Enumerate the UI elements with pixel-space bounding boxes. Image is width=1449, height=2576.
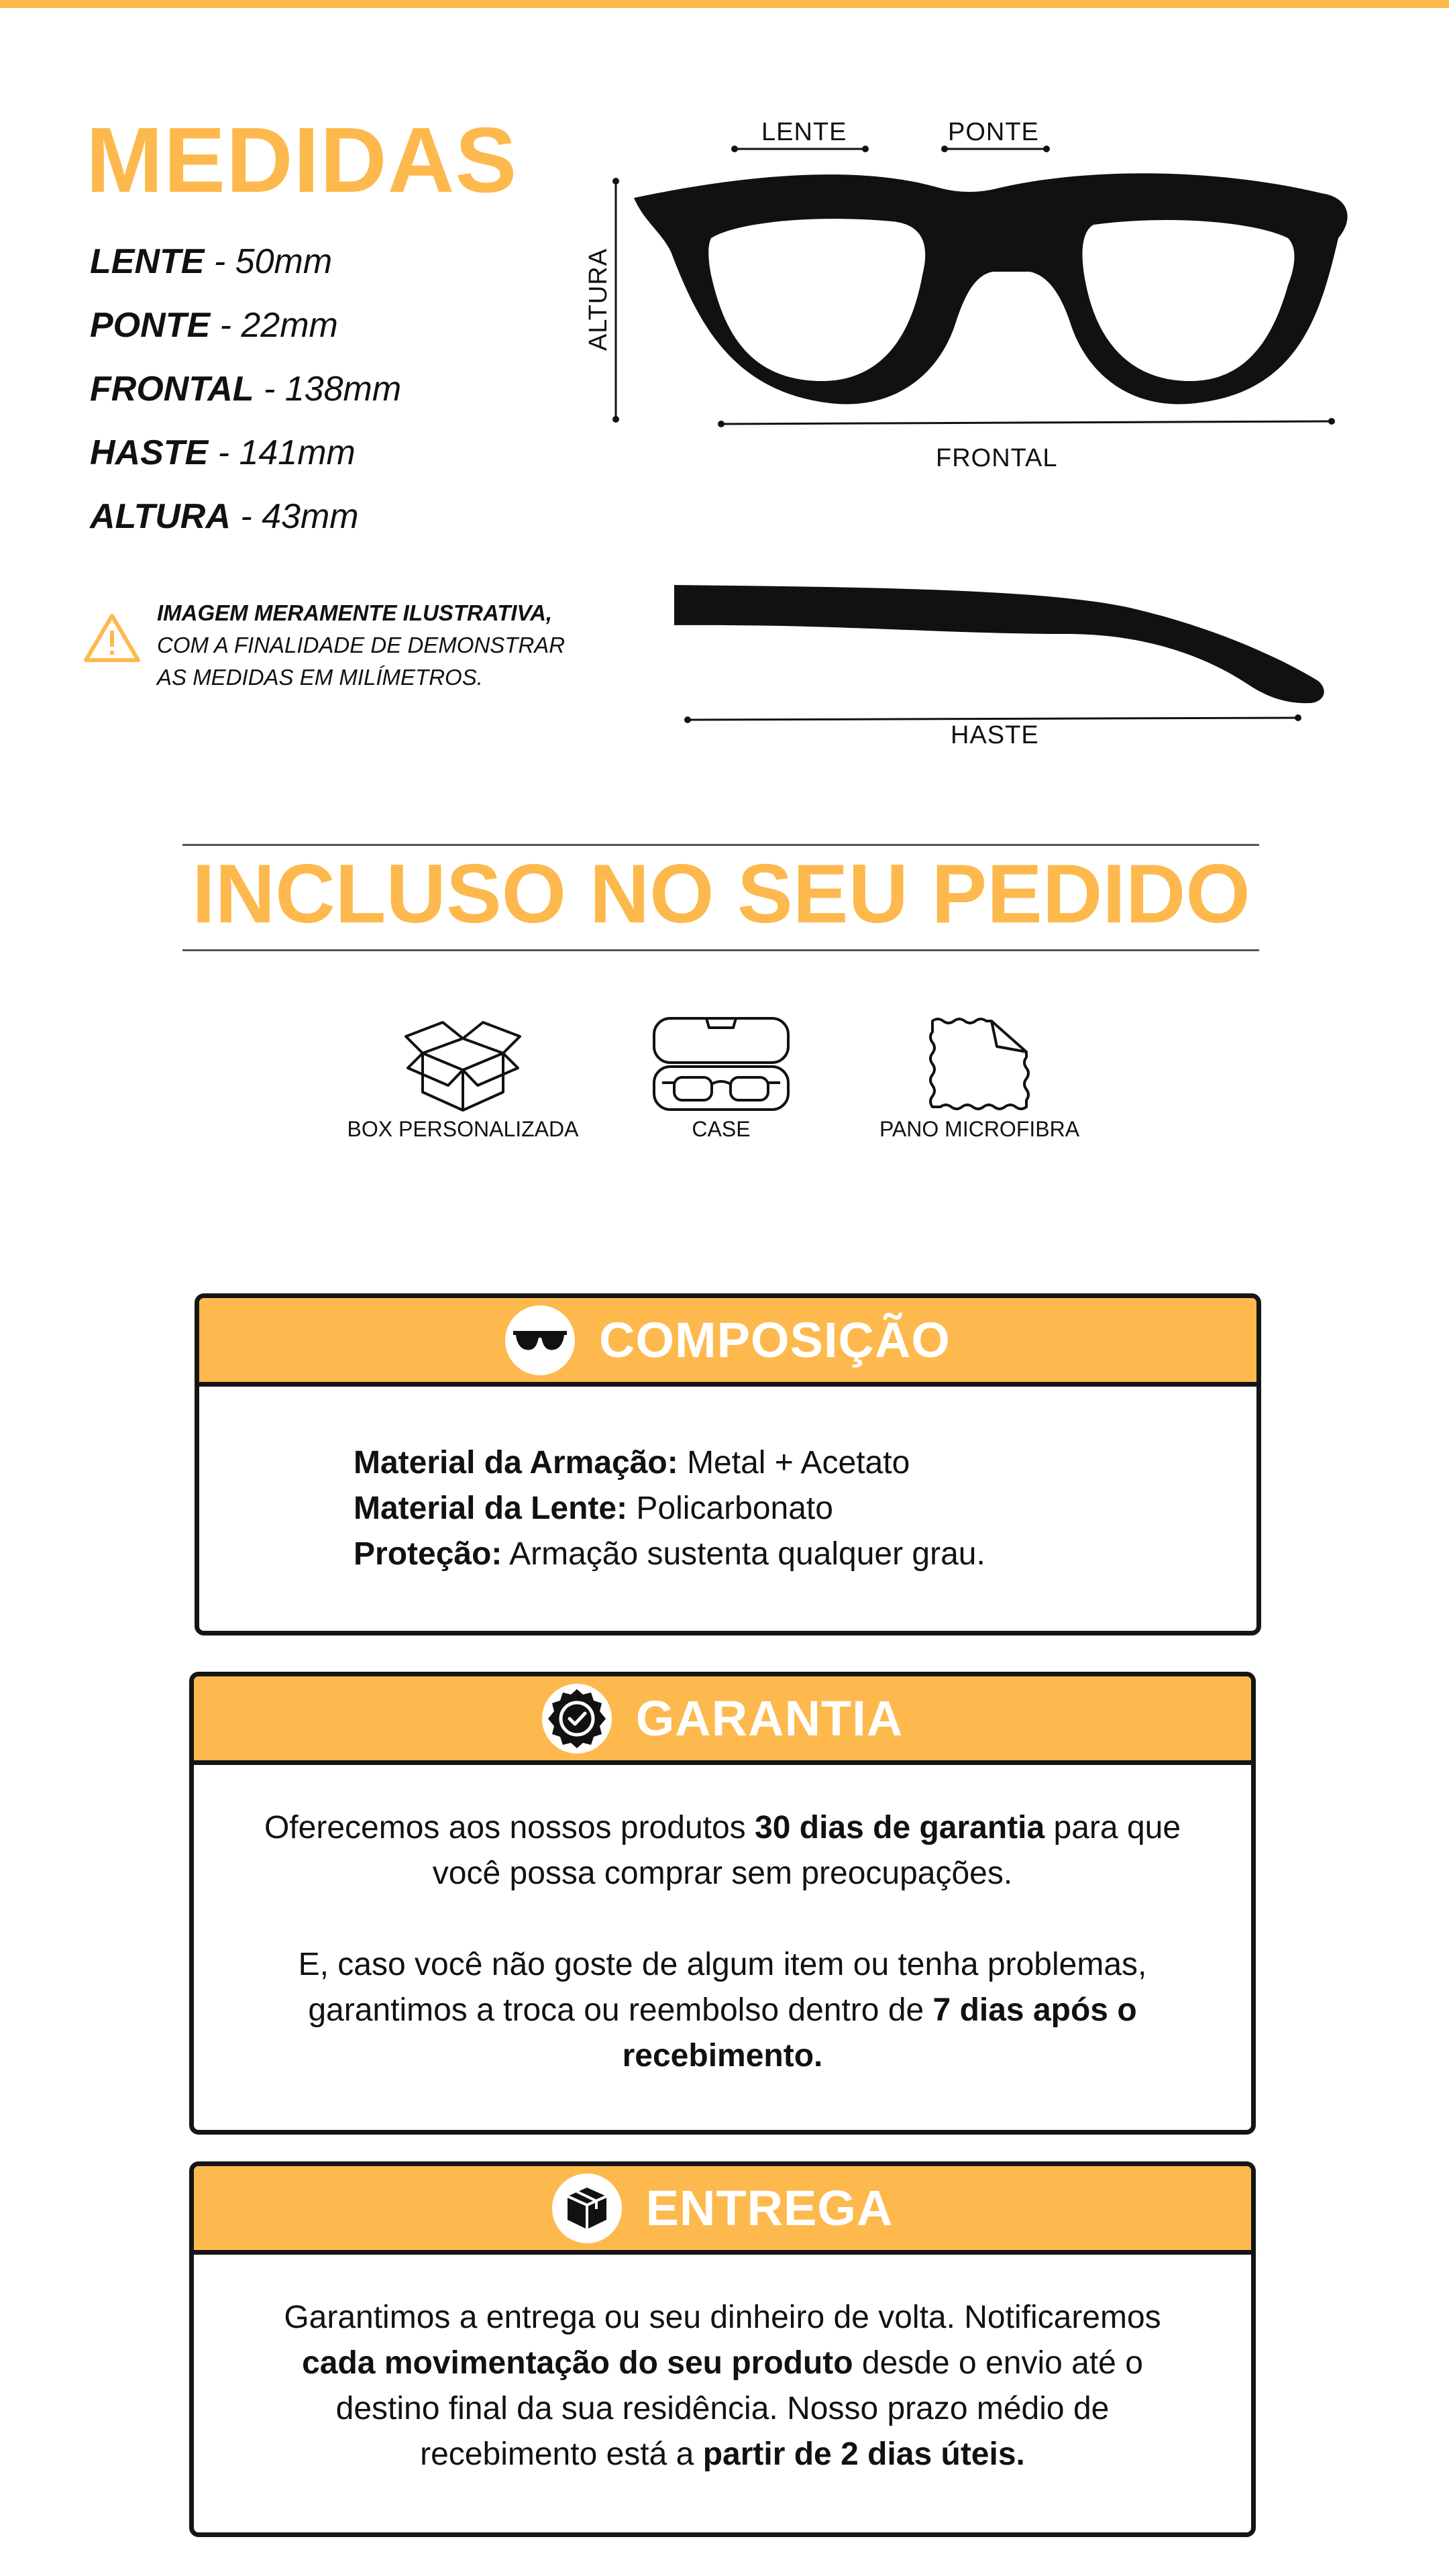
- delivery-body: [194, 2255, 1251, 2477]
- glasses-temple-diagram: [664, 570, 1342, 738]
- included-divider-top: [182, 844, 1259, 846]
- included-item-label: CASE: [692, 1117, 751, 1141]
- warranty-line-3: E, caso você não goste de algum item ou tenha problemas,: [298, 1947, 1147, 1982]
- diagram-label-altura: ALTURA: [584, 248, 613, 352]
- warranty-seal-icon: [542, 1684, 612, 1754]
- measure-item-ponte: PONTE - 22mm: [90, 306, 338, 345]
- warning-triangle-icon: [83, 612, 141, 664]
- composition-row-lens: Material da Lente: Policarbonato: [354, 1491, 833, 1526]
- diagram-label-ponte: PONTE: [948, 118, 1039, 146]
- included-title: INCLUSO NO SEU PEDIDO: [192, 848, 1250, 941]
- warranty-line-1: Oferecemos aos nossos produtos 30 dias de garantia para que: [264, 1810, 1181, 1845]
- included-item-label: BOX PERSONALIZADA: [347, 1117, 579, 1141]
- included-item-cloth: [865, 1013, 1093, 1142]
- composition-title: COMPOSIÇÃO: [599, 1312, 951, 1368]
- package-icon: [552, 2174, 622, 2243]
- included-item-case: [621, 1013, 822, 1142]
- measures-list: [90, 238, 559, 557]
- diagram-label-lente: LENTE: [761, 118, 847, 146]
- warning-line-3: AS MEDIDAS EM MILÍMETROS.: [157, 665, 483, 690]
- glasses-case-icon: [647, 1013, 795, 1114]
- warranty-header: [194, 1676, 1251, 1765]
- included-item-box: [322, 1013, 604, 1142]
- composition-header: [199, 1298, 1256, 1387]
- warranty-line-5: recebimento.: [622, 2038, 823, 2074]
- delivery-line-2: cada movimentação do seu produto desde o envio até o: [302, 2345, 1143, 2381]
- delivery-line-3: destino final da sua residência. Nosso prazo médio de: [335, 2391, 1110, 2426]
- warranty-line-4: garantimos a troca ou reembolso dentro de 7 dias após o: [308, 1992, 1137, 2028]
- composition-row-protection: Proteção: Armação sustenta qualquer grau.: [354, 1536, 985, 1572]
- delivery-line-4: recebimento está a partir de 2 dias úteis.: [420, 2436, 1025, 2472]
- illustrative-warning: [82, 597, 592, 698]
- warning-line-1: IMAGEM MERAMENTE ILUSTRATIVA,: [157, 600, 553, 625]
- composition-body: [199, 1387, 1256, 1577]
- measure-item-lente: LENTE - 50mm: [90, 242, 333, 281]
- delivery-line-1: Garantimos a entrega ou seu dinheiro de volta. Notificaremos: [284, 2300, 1161, 2335]
- microfiber-cloth-icon: [919, 1013, 1040, 1114]
- composition-card: [195, 1293, 1261, 1635]
- diagram-label-frontal: FRONTAL: [936, 444, 1058, 472]
- warranty-card: [189, 1672, 1256, 2135]
- diagram-label-haste: HASTE: [951, 721, 1039, 749]
- sunglasses-icon: [505, 1305, 575, 1375]
- warranty-body: [194, 1765, 1251, 2079]
- measure-item-frontal: FRONTAL - 138mm: [90, 370, 402, 409]
- measure-item-haste: HASTE - 141mm: [90, 433, 356, 472]
- delivery-card: [189, 2161, 1256, 2537]
- warranty-title: GARANTIA: [635, 1690, 904, 1746]
- glasses-front-diagram: [577, 107, 1368, 456]
- warning-line-2: COM A FINALIDADE DE DEMONSTRAR: [157, 633, 566, 657]
- measure-item-altura: ALTURA - 43mm: [90, 497, 359, 536]
- composition-row-frame: Material da Armação: Metal + Acetato: [354, 1445, 910, 1481]
- included-divider-bottom: [182, 949, 1259, 951]
- delivery-title: ENTREGA: [645, 2180, 894, 2236]
- warranty-line-2: você possa comprar sem preocupações.: [432, 1856, 1013, 1891]
- measures-title: MEDIDAS: [86, 109, 518, 212]
- top-accent-bar: [0, 0, 1449, 8]
- delivery-header: [194, 2166, 1251, 2255]
- included-item-label: PANO MICROFIBRA: [879, 1117, 1080, 1141]
- box-icon: [396, 1013, 530, 1114]
